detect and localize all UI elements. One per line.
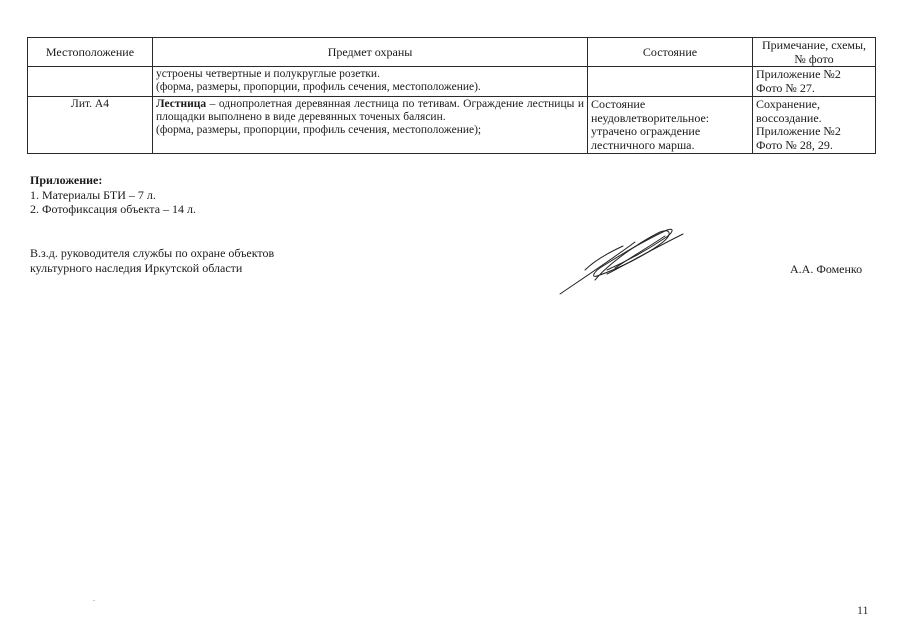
cell-subject xyxy=(153,67,588,97)
note-line: Сохранение, xyxy=(756,97,820,111)
header-state: Состояние xyxy=(588,38,753,67)
subject-description: – однопролетная деревянная лестница по тетивам. Ограждение лестницы и площадки выполнено в виде деревянных точеных балясин. xyxy=(156,98,584,123)
note-line: Фото № 27. xyxy=(756,80,815,95)
header-location: Местоположение xyxy=(28,38,153,67)
state-line: лестничного марша. xyxy=(591,137,695,152)
note-line: Фото № 28, 29. xyxy=(756,137,833,152)
note-line: воссоздание. xyxy=(756,110,822,125)
cell-subject xyxy=(153,97,588,154)
table-row xyxy=(28,97,876,154)
handwritten-signature xyxy=(555,222,690,297)
appendix-item: 1. Материалы БТИ – 7 л. xyxy=(30,187,156,202)
note-line: Приложение №2 xyxy=(756,67,841,81)
cell-location xyxy=(28,67,153,97)
scan-speck xyxy=(93,600,95,601)
signer-position xyxy=(30,246,274,275)
table-row xyxy=(28,67,876,97)
appendix-item: 2. Фотофиксация объекта – 14 л. xyxy=(30,202,197,216)
cell-state xyxy=(588,67,753,97)
subject-bold-term: Лестница xyxy=(156,98,207,110)
table-header-row xyxy=(28,38,876,67)
cell-note xyxy=(753,97,876,154)
signer-position-line: культурного наследия Иркутской области xyxy=(30,260,243,275)
cell-state xyxy=(588,97,753,154)
subject-line: устроены четвертные и полукруглые розетки. xyxy=(156,68,380,80)
cell-note xyxy=(753,67,876,97)
state-line: утрачено ограждение xyxy=(591,124,701,138)
signer-name: А.А. Фоменко xyxy=(790,262,863,276)
appendix-section xyxy=(30,173,196,217)
page-number: 11 xyxy=(857,603,869,617)
header-subject: Предмет охраны xyxy=(153,38,588,67)
subject-line: (форма, размеры, пропорции, профиль сечения, местоположение). xyxy=(156,81,481,93)
protection-table xyxy=(27,37,876,154)
header-note: Примечание, схемы, № фото xyxy=(753,38,876,67)
signer-position-line: В.з.д. руководителя службы по охране объектов xyxy=(30,246,275,260)
state-line: Состояние xyxy=(591,97,646,111)
subject-tail: (форма, размеры, пропорции, профиль сечения, местоположение); xyxy=(156,124,482,136)
cell-location: Лит. А4 xyxy=(28,97,153,154)
state-line: неудовлетворительное: xyxy=(591,110,710,125)
appendix-title: Приложение: xyxy=(30,173,103,187)
note-line: Приложение №2 xyxy=(756,124,841,138)
